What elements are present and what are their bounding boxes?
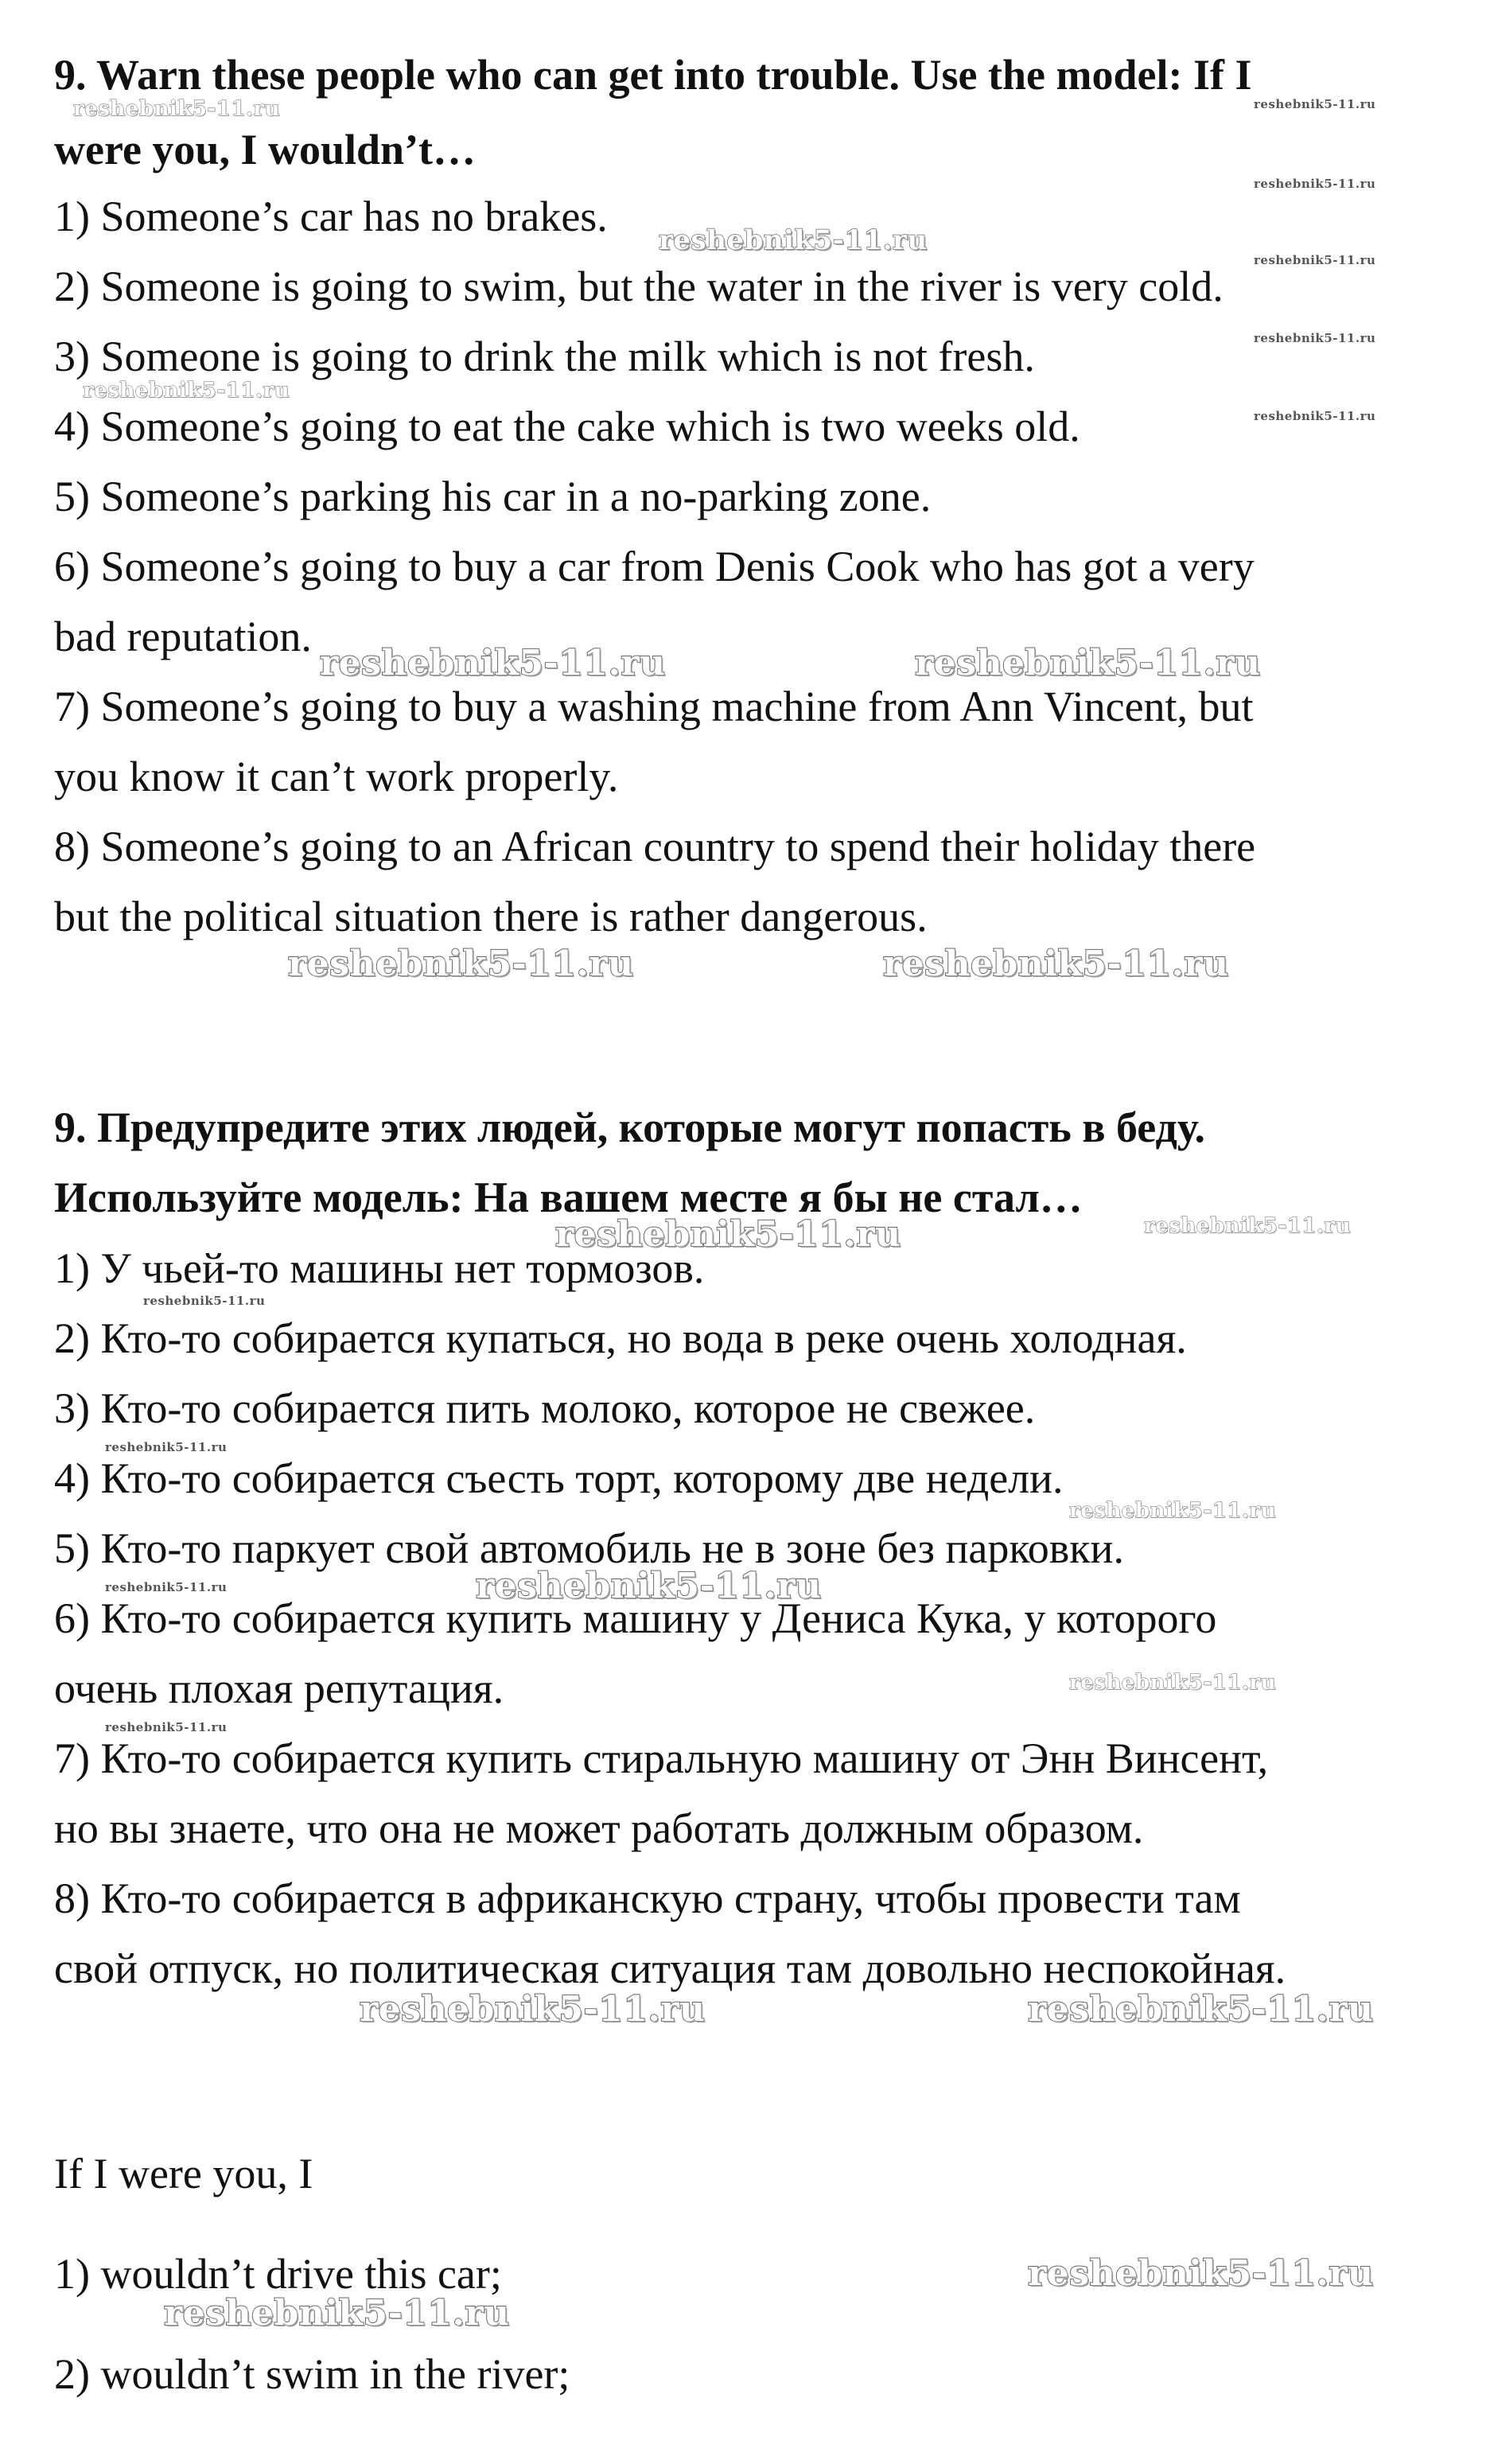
answer-item: 1) wouldn’t drive this car;: [54, 2250, 502, 2298]
task-en-item-continuation: you know it can’t work properly.: [54, 753, 619, 800]
task-ru-item-continuation: свой отпуск, но политическая ситуация там довольно неспокойная.: [54, 1944, 1286, 1992]
task-ru-item-continuation: очень плохая репутация.: [54, 1664, 504, 1712]
task-ru-item: 4) Кто-то собирается съесть торт, которому две недели.: [54, 1454, 1064, 1502]
watermark: reshebnik5-11.ru: [1254, 97, 1376, 111]
watermark: reshebnik5-11.ru: [143, 1294, 266, 1308]
task-ru-heading-line1: 9. Предупредите этих людей, которые могут попасть в беду.: [54, 1104, 1205, 1151]
task-ru-item: 8) Кто-то собирается в африканскую страну, чтобы провести там: [54, 1874, 1241, 1922]
watermark: reshebnik5-11.ru: [320, 643, 666, 683]
watermark: reshebnik5-11.ru: [555, 1214, 901, 1255]
task-ru-heading-line2: Используйте модель: На вашем месте я бы не стал…: [54, 1174, 1083, 1221]
answer-item: 2) wouldn’t swim in the river;: [54, 2350, 570, 2398]
watermark: reshebnik5-11.ru: [883, 944, 1229, 984]
task-en-item: 2) Someone is going to swim, but the water in the river is very cold.: [54, 263, 1224, 310]
task-ru-item: 6) Кто-то собирается купить машину у Дениса Кука, у которого: [54, 1594, 1217, 1642]
task-en-heading-line1: 9. Warn these people who can get into trouble. Use the model: If I: [54, 51, 1252, 99]
watermark: reshebnik5-11.ru: [360, 1989, 706, 2030]
watermark: reshebnik5-11.ru: [1028, 2253, 1374, 2294]
task-en-item: 8) Someone’s going to an African country to spend their holiday there: [54, 823, 1256, 870]
task-en-item: 1) Someone’s car has no brakes.: [54, 193, 608, 240]
task-en-item: 6) Someone’s going to buy a car from Denis Cook who has got a very: [54, 543, 1255, 590]
watermark: reshebnik5-11.ru: [1028, 1989, 1374, 2030]
answer-intro: If I were you, I: [54, 2150, 313, 2197]
task-ru-item: 2) Кто-то собирается купаться, но вода в реке очень холодная.: [54, 1314, 1187, 1362]
task-ru-item: 5) Кто-то паркует свой автомобиль не в зоне без парковки.: [54, 1524, 1124, 1572]
task-en-heading-line2: were you, I wouldn’t…: [54, 126, 477, 173]
task-en-item: 7) Someone’s going to buy a washing machine from Ann Vincent, but: [54, 683, 1254, 730]
watermark: reshebnik5-11.ru: [1254, 177, 1376, 191]
watermark: reshebnik5-11.ru: [105, 1580, 228, 1594]
watermark: reshebnik5-11.ru: [659, 224, 928, 256]
task-ru-item: 7) Кто-то собирается купить стиральную машину от Энн Винсент,: [54, 1734, 1269, 1782]
watermark: reshebnik5-11.ru: [73, 97, 281, 121]
task-ru-item-continuation: но вы знаете, что она не может работать должным образом.: [54, 1804, 1144, 1852]
watermark: reshebnik5-11.ru: [1254, 409, 1376, 423]
task-en-item: 5) Someone’s parking his car in a no-parking zone.: [54, 473, 932, 520]
task-en-item-continuation: but the political situation there is rather dangerous.: [54, 893, 928, 940]
watermark: reshebnik5-11.ru: [83, 379, 290, 403]
task-en-item-continuation: bad reputation.: [54, 613, 312, 660]
watermark: reshebnik5-11.ru: [288, 944, 634, 984]
watermark: reshebnik5-11.ru: [164, 2293, 510, 2334]
task-ru-item: 3) Кто-то собирается пить молоко, которое не свежее.: [54, 1384, 1036, 1432]
task-en-item: 4) Someone’s going to eat the cake which is two weeks old.: [54, 403, 1080, 450]
watermark: reshebnik5-11.ru: [1069, 1499, 1277, 1523]
watermark: reshebnik5-11.ru: [105, 1720, 228, 1734]
watermark: reshebnik5-11.ru: [1254, 331, 1376, 345]
watermark: reshebnik5-11.ru: [1254, 253, 1376, 267]
watermark: reshebnik5-11.ru: [476, 1566, 822, 1606]
watermark: reshebnik5-11.ru: [1069, 1671, 1277, 1695]
task-en-item: 3) Someone is going to drink the milk which is not fresh.: [54, 333, 1035, 380]
watermark: reshebnik5-11.ru: [105, 1440, 228, 1454]
watermark: reshebnik5-11.ru: [1144, 1214, 1352, 1238]
task-ru-item: 1) У чьей-то машины нет тормозов.: [54, 1244, 705, 1292]
watermark: reshebnik5-11.ru: [915, 643, 1261, 683]
